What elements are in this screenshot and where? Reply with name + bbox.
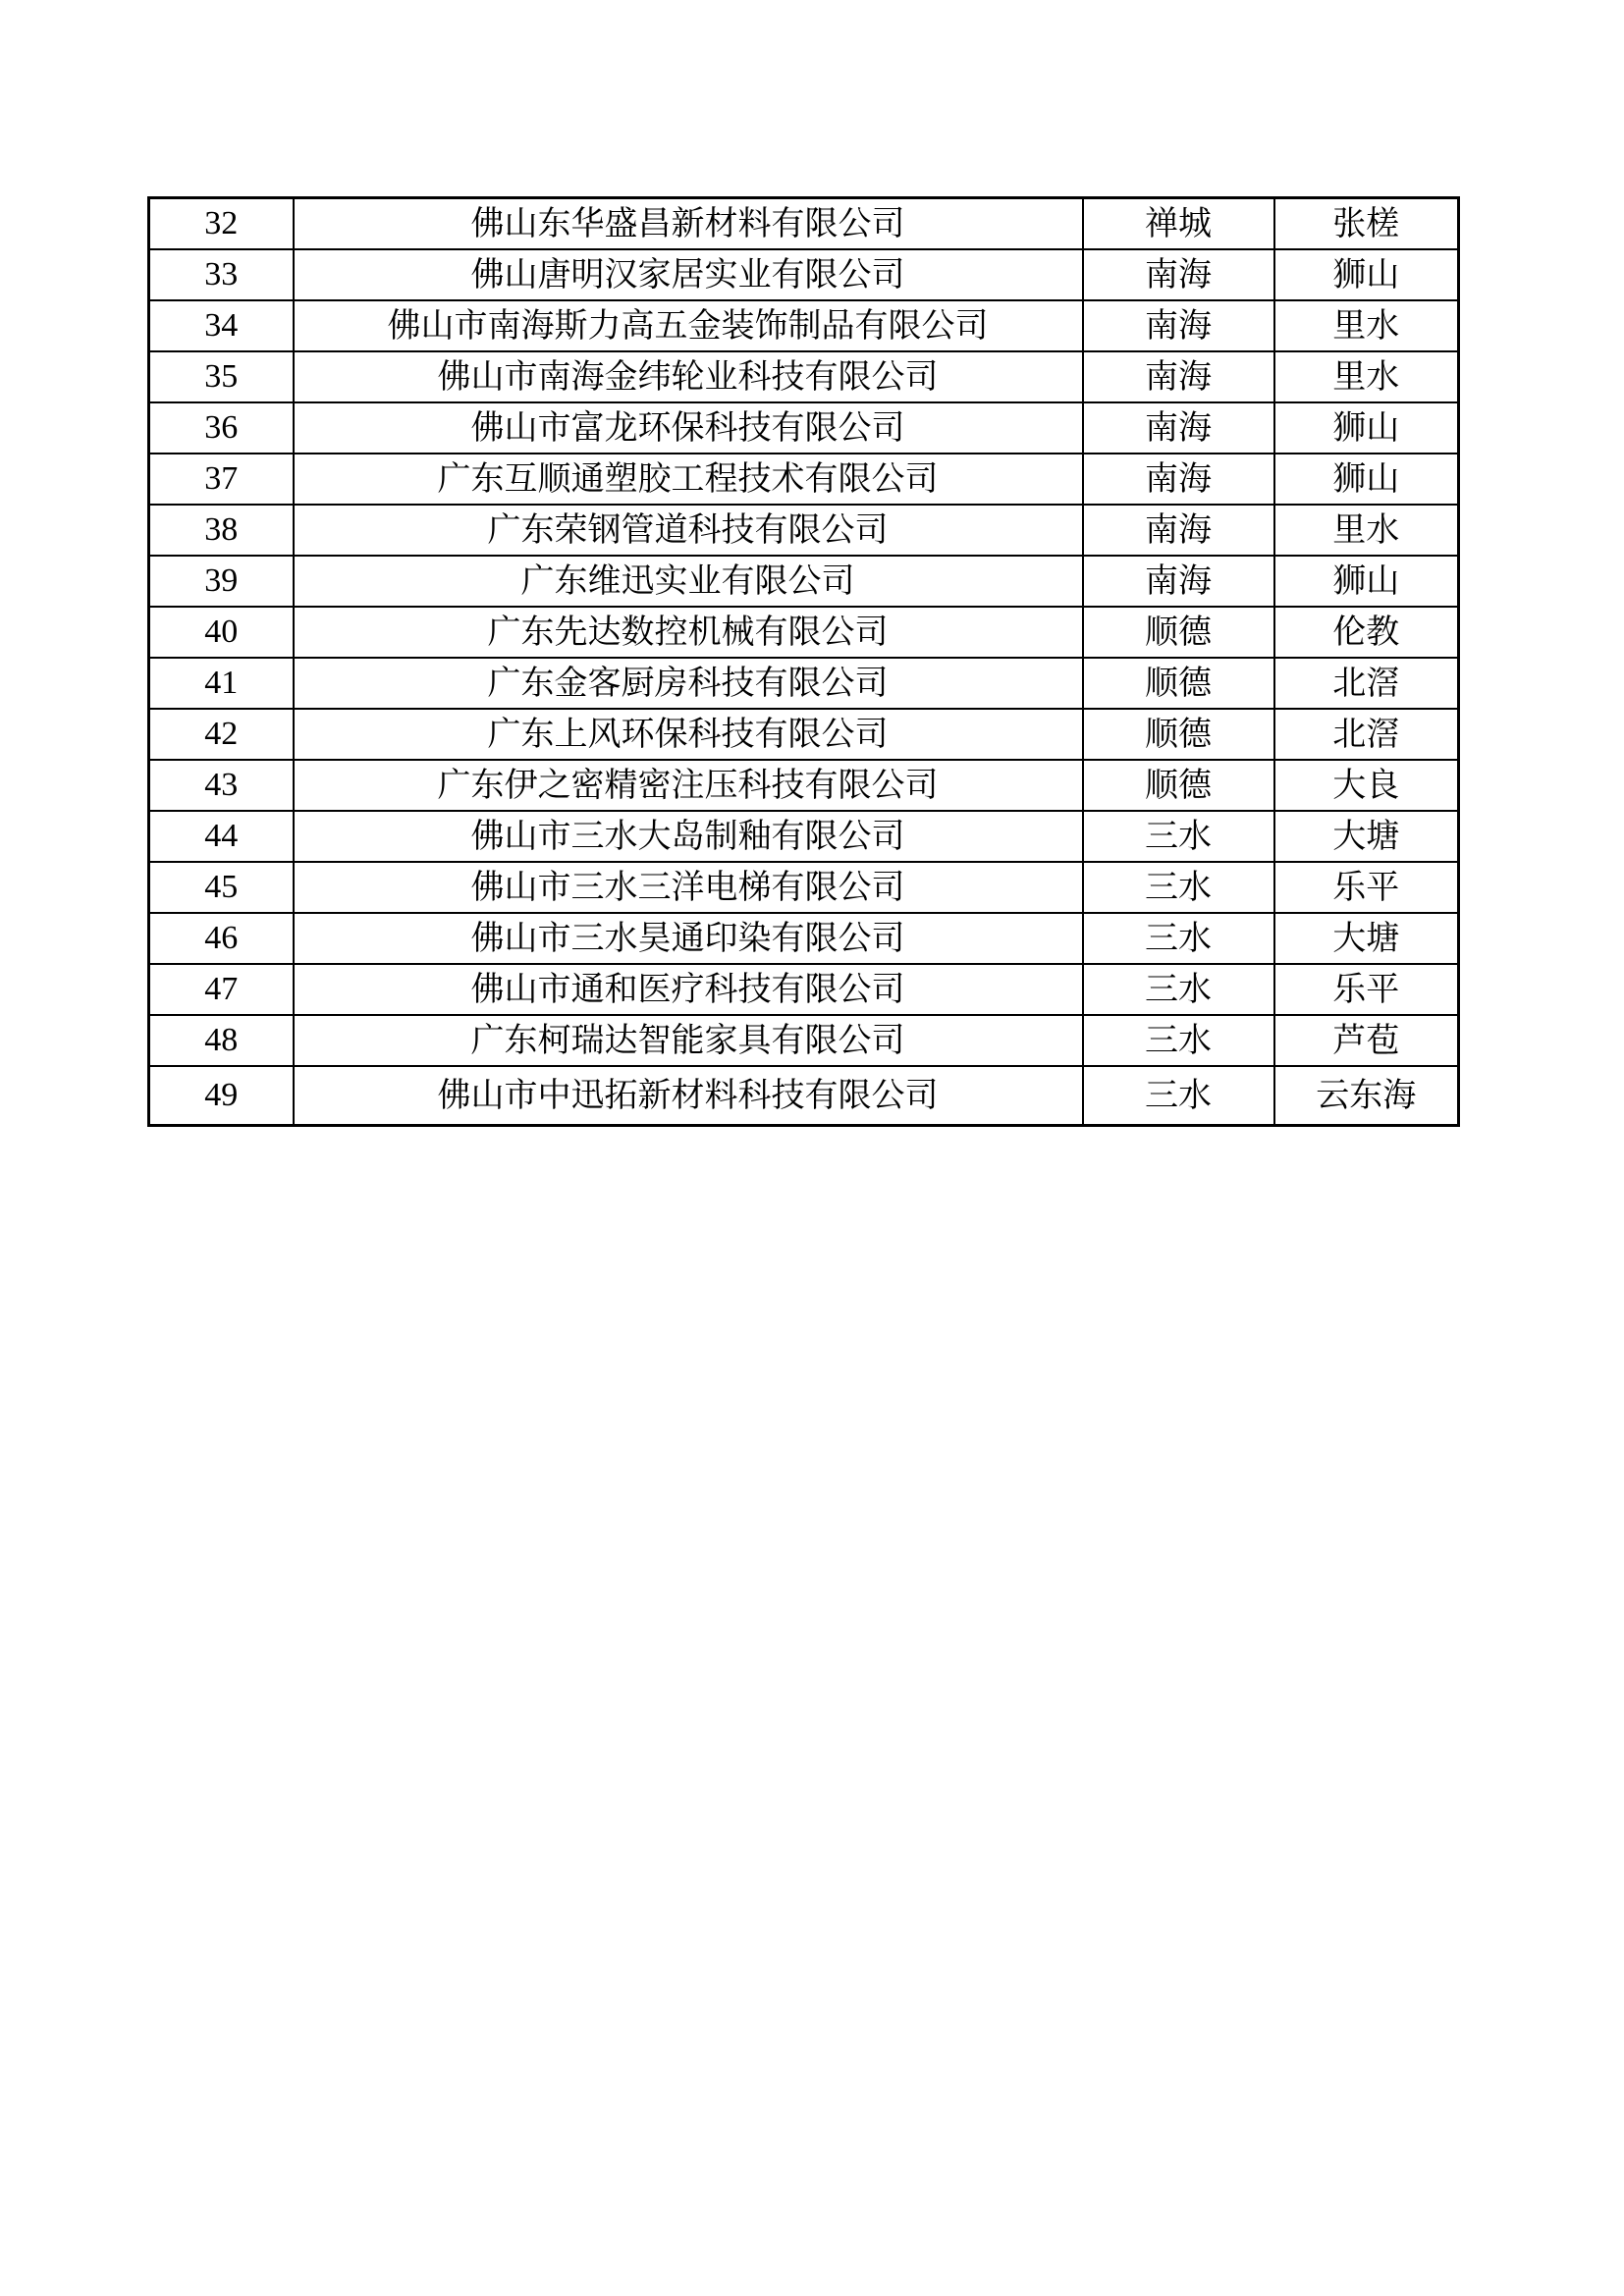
row-number-cell: 45 [149, 862, 294, 913]
company-name-cell: 佛山市中迅拓新材料科技有限公司 [294, 1066, 1083, 1126]
town-cell: 里水 [1274, 351, 1459, 402]
row-number-cell: 33 [149, 249, 294, 300]
table-row [149, 556, 1459, 607]
company-name-cell: 广东互顺通塑胶工程技术有限公司 [294, 454, 1083, 505]
town-cell: 狮山 [1274, 454, 1459, 505]
company-name-cell: 广东维迅实业有限公司 [294, 556, 1083, 607]
district-cell: 顺德 [1083, 760, 1274, 811]
row-number-cell: 46 [149, 913, 294, 964]
table-row [149, 862, 1459, 913]
company-name-cell: 广东伊之密精密注压科技有限公司 [294, 760, 1083, 811]
town-cell: 里水 [1274, 505, 1459, 556]
town-cell: 里水 [1274, 300, 1459, 351]
district-cell: 三水 [1083, 1015, 1274, 1066]
table-row [149, 402, 1459, 454]
row-number-cell: 47 [149, 964, 294, 1015]
row-number-cell: 40 [149, 607, 294, 658]
district-cell: 顺德 [1083, 607, 1274, 658]
district-cell: 三水 [1083, 862, 1274, 913]
company-name-cell: 佛山市三水三洋电梯有限公司 [294, 862, 1083, 913]
district-cell: 禅城 [1083, 198, 1274, 250]
town-cell: 狮山 [1274, 556, 1459, 607]
table-row [149, 607, 1459, 658]
row-number-cell: 39 [149, 556, 294, 607]
table-row [149, 249, 1459, 300]
district-cell: 南海 [1083, 556, 1274, 607]
district-cell: 南海 [1083, 249, 1274, 300]
company-name-cell: 广东金客厨房科技有限公司 [294, 658, 1083, 709]
table-row [149, 709, 1459, 760]
table-row [149, 505, 1459, 556]
district-cell: 南海 [1083, 505, 1274, 556]
town-cell: 狮山 [1274, 249, 1459, 300]
table-row [149, 913, 1459, 964]
district-cell: 顺德 [1083, 709, 1274, 760]
company-name-cell: 佛山市南海斯力高五金装饰制品有限公司 [294, 300, 1083, 351]
town-cell: 乐平 [1274, 862, 1459, 913]
row-number-cell: 42 [149, 709, 294, 760]
table-row [149, 760, 1459, 811]
row-number-cell: 38 [149, 505, 294, 556]
row-number-cell: 37 [149, 454, 294, 505]
row-number-cell: 34 [149, 300, 294, 351]
table-row [149, 198, 1459, 250]
district-cell: 三水 [1083, 1066, 1274, 1126]
row-number-cell: 44 [149, 811, 294, 862]
row-number-cell: 32 [149, 198, 294, 250]
company-name-cell: 佛山市南海金纬轮业科技有限公司 [294, 351, 1083, 402]
table-row [149, 300, 1459, 351]
district-cell: 南海 [1083, 402, 1274, 454]
district-cell: 三水 [1083, 913, 1274, 964]
district-cell: 顺德 [1083, 658, 1274, 709]
table-row [149, 351, 1459, 402]
row-number-cell: 48 [149, 1015, 294, 1066]
district-cell: 南海 [1083, 454, 1274, 505]
town-cell: 乐平 [1274, 964, 1459, 1015]
town-cell: 大良 [1274, 760, 1459, 811]
table-row [149, 1066, 1459, 1126]
row-number-cell: 49 [149, 1066, 294, 1126]
company-name-cell: 佛山市通和医疗科技有限公司 [294, 964, 1083, 1015]
district-cell: 三水 [1083, 811, 1274, 862]
district-cell: 南海 [1083, 300, 1274, 351]
town-cell: 云东海 [1274, 1066, 1459, 1126]
table-body [149, 198, 1459, 1126]
table-row [149, 454, 1459, 505]
town-cell: 大塘 [1274, 811, 1459, 862]
town-cell: 芦苞 [1274, 1015, 1459, 1066]
town-cell: 北滘 [1274, 709, 1459, 760]
table-row [149, 964, 1459, 1015]
district-cell: 南海 [1083, 351, 1274, 402]
table-row [149, 811, 1459, 862]
company-name-cell: 佛山市富龙环保科技有限公司 [294, 402, 1083, 454]
table-row [149, 658, 1459, 709]
company-name-cell: 广东荣钢管道科技有限公司 [294, 505, 1083, 556]
company-name-cell: 广东上风环保科技有限公司 [294, 709, 1083, 760]
district-cell: 三水 [1083, 964, 1274, 1015]
town-cell: 狮山 [1274, 402, 1459, 454]
company-name-cell: 佛山市三水昊通印染有限公司 [294, 913, 1083, 964]
company-name-cell: 广东先达数控机械有限公司 [294, 607, 1083, 658]
company-name-cell: 广东柯瑞达智能家具有限公司 [294, 1015, 1083, 1066]
company-list-table [147, 196, 1460, 1127]
town-cell: 大塘 [1274, 913, 1459, 964]
row-number-cell: 41 [149, 658, 294, 709]
row-number-cell: 36 [149, 402, 294, 454]
table-row [149, 1015, 1459, 1066]
town-cell: 张槎 [1274, 198, 1459, 250]
row-number-cell: 43 [149, 760, 294, 811]
town-cell: 北滘 [1274, 658, 1459, 709]
company-name-cell: 佛山东华盛昌新材料有限公司 [294, 198, 1083, 250]
town-cell: 伦教 [1274, 607, 1459, 658]
company-name-cell: 佛山市三水大岛制釉有限公司 [294, 811, 1083, 862]
company-name-cell: 佛山唐明汉家居实业有限公司 [294, 249, 1083, 300]
row-number-cell: 35 [149, 351, 294, 402]
